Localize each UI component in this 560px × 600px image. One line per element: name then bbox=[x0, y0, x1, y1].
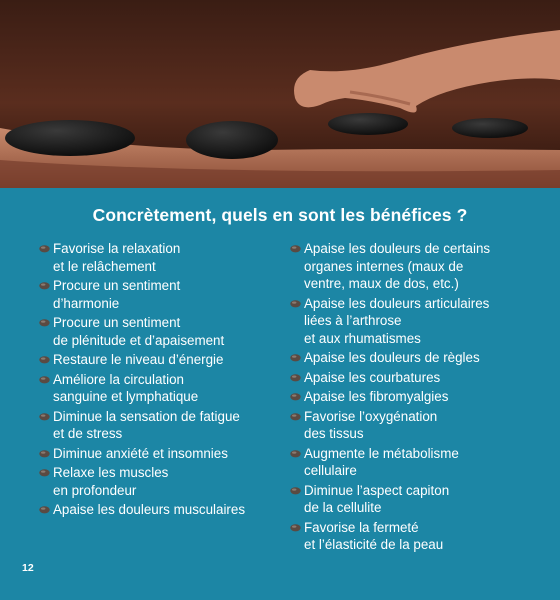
benefit-text-line: et l’élasticité de la peau bbox=[304, 537, 444, 552]
benefit-text-line: et le relâchement bbox=[53, 258, 156, 274]
hot-stone-icon bbox=[39, 355, 50, 364]
benefit-item bbox=[290, 408, 530, 443]
benefit-text-line: des tissus bbox=[304, 426, 364, 441]
page-number: 12 bbox=[22, 562, 34, 574]
benefit-text-line: Favorise l’oxygénation bbox=[304, 408, 438, 424]
benefit-text-line: Procure un sentiment bbox=[53, 315, 181, 330]
hot-stone-massage-photo bbox=[0, 0, 560, 188]
benefit-item bbox=[39, 501, 279, 519]
section-heading: Concrètement, quels en sont les bénéfices ? bbox=[92, 205, 468, 225]
benefit-item bbox=[39, 240, 279, 275]
benefit-text-line: ventre, maux de dos, etc.) bbox=[304, 276, 459, 291]
benefit-text-line: Favorise la relaxation bbox=[53, 241, 181, 256]
benefit-item bbox=[290, 482, 530, 517]
benefit-text-line: Restaure le niveau d’énergie bbox=[53, 352, 224, 367]
benefit-text-line: Diminue anxiété et insomnies bbox=[53, 445, 228, 461]
benefit-item bbox=[290, 240, 530, 293]
benefit-item bbox=[290, 445, 530, 480]
benefit-text-line: en profondeur bbox=[53, 482, 137, 498]
hot-stone-icon bbox=[290, 412, 301, 421]
benefit-text-line: Favorise la fermeté bbox=[304, 519, 419, 535]
benefit-text-line: Relaxe les muscles bbox=[53, 465, 169, 480]
benefit-text-line: sanguine et lymphatique bbox=[53, 389, 199, 404]
hot-stone-icon bbox=[39, 318, 50, 327]
benefit-item bbox=[39, 351, 279, 369]
hot-stone-icon bbox=[290, 523, 301, 532]
hot-stone-icon bbox=[39, 505, 50, 514]
benefit-item bbox=[39, 371, 279, 406]
benefit-text-line: de plénitude et d’apaisement bbox=[53, 332, 225, 348]
hot-stone-icon bbox=[39, 375, 50, 384]
benefit-text-line: d’harmonie bbox=[53, 295, 120, 311]
hot-stone-icon bbox=[290, 373, 301, 382]
hot-stone-icon bbox=[290, 486, 301, 495]
hot-stone-icon bbox=[290, 244, 301, 253]
benefit-item bbox=[39, 445, 279, 463]
hot-stone-icon bbox=[39, 412, 50, 421]
benefit-item bbox=[290, 349, 530, 367]
benefit-text-line: et de stress bbox=[53, 426, 123, 441]
photo-illustration bbox=[0, 0, 560, 188]
benefit-text-line: Apaise les fibromyalgies bbox=[304, 389, 449, 404]
benefit-item bbox=[39, 314, 279, 349]
hot-stone-icon bbox=[290, 353, 301, 362]
benefit-item bbox=[39, 464, 279, 499]
hot-stone-icon bbox=[39, 281, 50, 290]
benefit-text-line: cellulaire bbox=[304, 463, 357, 478]
benefit-item bbox=[39, 277, 279, 312]
hot-stone-icon bbox=[290, 449, 301, 458]
benefit-text-line: Apaise les douleurs de règles bbox=[304, 350, 480, 365]
hot-stone-icon bbox=[39, 449, 50, 458]
benefit-item bbox=[290, 519, 530, 554]
benefit-text-line: Diminue l’aspect capiton bbox=[304, 482, 450, 498]
benefit-text-line: Apaise les douleurs de certains bbox=[304, 241, 491, 256]
benefit-text-line: Procure un sentiment bbox=[53, 278, 181, 293]
benefit-text-line: et aux rhumatismes bbox=[304, 330, 421, 346]
benefit-text-line: Apaise les douleurs articulaires bbox=[304, 295, 490, 311]
hot-stone-icon bbox=[290, 392, 301, 401]
benefits-list-right bbox=[290, 240, 530, 556]
benefit-text-line: Améliore la circulation bbox=[53, 371, 184, 387]
hot-stone-icon bbox=[290, 299, 301, 308]
benefit-text-line: Augmente le métabolisme bbox=[304, 445, 459, 461]
benefit-text-line: de la cellulite bbox=[304, 500, 382, 515]
benefit-text-line: Apaise les douleurs musculaires bbox=[53, 502, 246, 517]
benefit-item bbox=[290, 369, 530, 387]
benefit-text-line: Diminue la sensation de fatigue bbox=[53, 408, 240, 424]
benefit-text-line: Apaise les courbatures bbox=[304, 369, 441, 385]
benefit-item bbox=[39, 408, 279, 443]
benefits-list-left bbox=[39, 240, 279, 521]
benefit-item bbox=[290, 295, 530, 348]
benefit-item bbox=[290, 388, 530, 406]
benefits-panel bbox=[0, 188, 560, 600]
hot-stone-icon bbox=[39, 468, 50, 477]
benefit-text-line: organes internes (maux de bbox=[304, 258, 464, 274]
hot-stone-icon bbox=[39, 244, 50, 253]
benefit-text-line: liées à l’arthrose bbox=[304, 313, 402, 328]
